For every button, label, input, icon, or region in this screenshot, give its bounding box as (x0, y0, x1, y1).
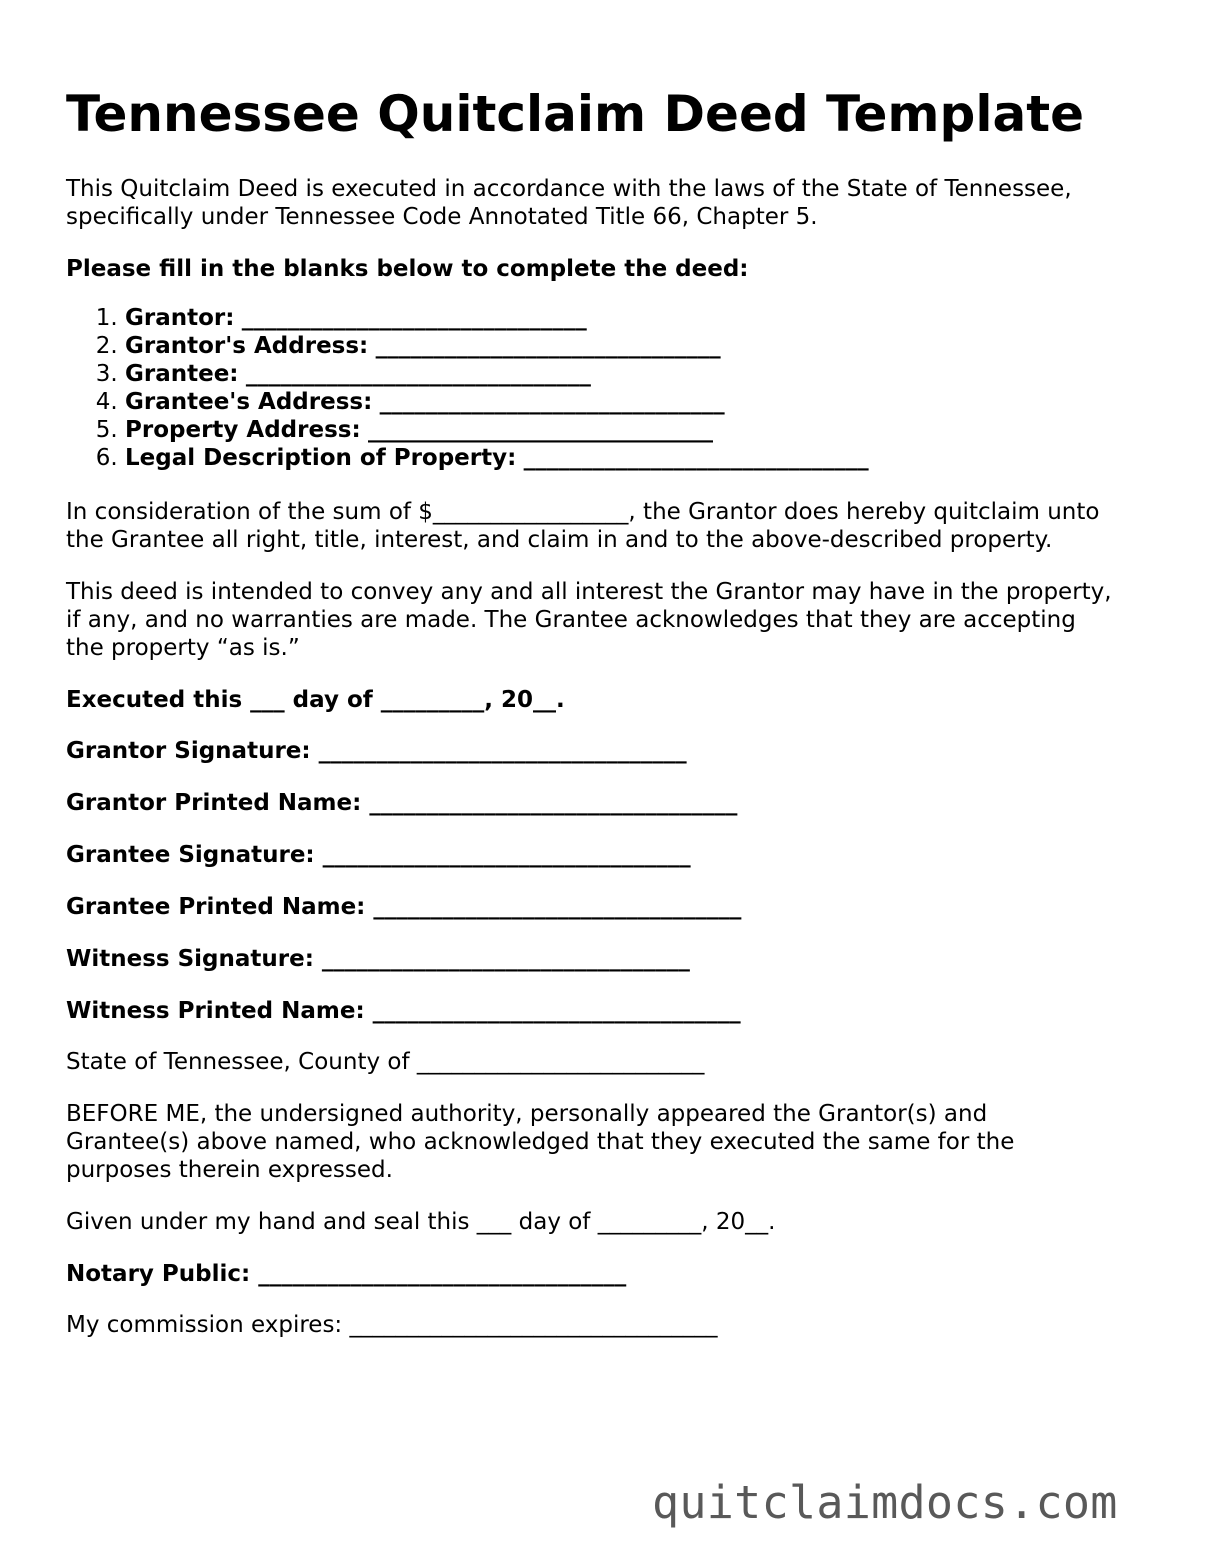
field-label: Legal Description of Property: (125, 445, 517, 471)
consideration-line-2: the Grantee all right, title, interest, and claim in and to the above-described property. (66, 527, 1053, 553)
convey-line-3: the property “as is.” (66, 635, 300, 661)
list-item-property-address (125, 416, 869, 444)
notary-public-line: Notary Public: ________________________________ (66, 1261, 627, 1287)
list-item-grantor (125, 304, 869, 332)
field-blank: ______________________________ (245, 361, 591, 387)
instructions-heading: Please fill in the blanks below to complete the deed: (66, 256, 749, 282)
field-blank: ______________________________ (379, 389, 725, 415)
field-label: Grantor's Address: (125, 333, 369, 359)
list-item-legal-description (125, 444, 869, 472)
grantee-printed-name-line: Grantee Printed Name: ________________________________ (66, 894, 742, 920)
intro-line-1: This Quitclaim Deed is executed in accordance with the laws of the State of Tennessee, (66, 176, 1072, 202)
county-line: State of Tennessee, County of _________________________ (66, 1049, 705, 1075)
commission-expires-line: My commission expires: ________________________________ (66, 1312, 718, 1338)
field-blank: ______________________________ (375, 333, 721, 359)
convey-line-2: if any, and no warranties are made. The Grantee acknowledges that they are accepting (66, 607, 1076, 633)
witness-signature-line: Witness Signature: ________________________________ (66, 946, 690, 972)
field-label: Grantee: (125, 361, 239, 387)
field-label: Property Address: (125, 417, 361, 443)
consideration-line-1: In consideration of the sum of $_________________, the Grantor does hereby quitclaim unto (66, 499, 1100, 525)
fields-list (66, 304, 869, 472)
acknowledgment-line-2: Grantee(s) above named, who acknowledged that they executed the same for the (66, 1129, 1015, 1155)
grantor-printed-name-line: Grantor Printed Name: ________________________________ (66, 790, 738, 816)
list-item-grantee-address (125, 388, 869, 416)
list-item-grantor-address (125, 332, 869, 360)
field-blank: ______________________________ (367, 417, 713, 443)
grantee-signature-line: Grantee Signature: ________________________________ (66, 842, 691, 868)
field-label: Grantor: (125, 305, 235, 331)
acknowledgment-line-1: BEFORE ME, the undersigned authority, personally appeared the Grantor(s) and (66, 1101, 988, 1127)
list-item-grantee (125, 360, 869, 388)
intro-line-2: specifically under Tennessee Code Annotated Title 66, Chapter 5. (66, 204, 818, 230)
field-blank: ______________________________ (241, 305, 587, 331)
field-label: Grantee's Address: (125, 389, 373, 415)
acknowledgment-line-3: purposes therein expressed. (66, 1157, 393, 1183)
page-title: Tennessee Quitclaim Deed Template (66, 85, 1085, 143)
given-under-hand-line: Given under my hand and seal this ___ day of _________, 20__. (66, 1209, 776, 1235)
watermark-brand: quitclaimdocs.com (652, 1476, 1118, 1529)
grantor-signature-line: Grantor Signature: ________________________________ (66, 738, 687, 764)
executed-line: Executed this ___ day of _________, 20__. (66, 687, 565, 713)
witness-printed-name-line: Witness Printed Name: ________________________________ (66, 998, 741, 1024)
field-blank: ______________________________ (523, 445, 869, 471)
convey-line-1: This deed is intended to convey any and all interest the Grantor may have in the property, (66, 579, 1112, 605)
